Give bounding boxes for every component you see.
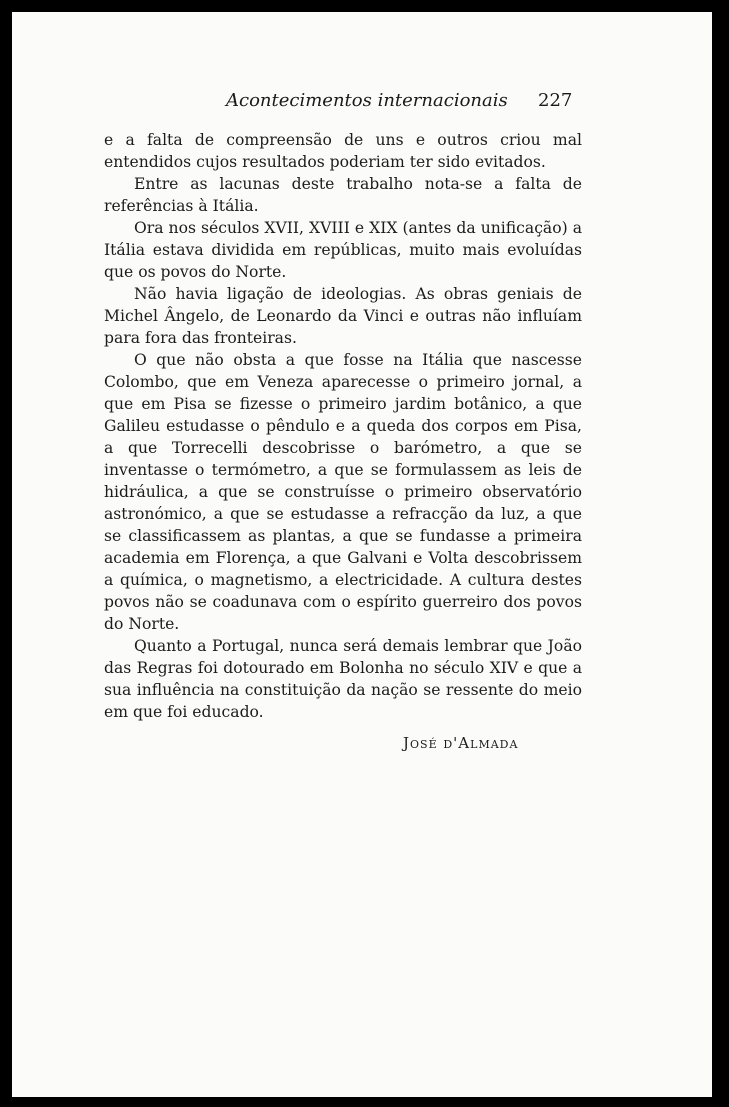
running-title: Acontecimentos internacionais xyxy=(226,90,508,111)
book-page xyxy=(12,12,712,1097)
paragraph: e a falta de compreensão de uns e outros criou mal entendidos cujos resultados poderiam ter sido evitados. xyxy=(104,131,582,171)
author-signature: José d'Almada xyxy=(403,734,519,752)
paragraph: Ora nos séculos XVII, XVIII e XIX (antes da unificação) a Itália estava dividida em repúblicas, muito mais evoluídas que os povos do Norte. xyxy=(104,219,582,281)
paragraph: Não havia ligação de ideologias. As obras geniais de Michel Ângelo, de Leonardo da Vinci e outras não influíam para fora das fronteiras. xyxy=(104,285,582,347)
paragraph: Quanto a Portugal, nunca será demais lembrar que João das Regras foi dotourado em Bolonha no século XIV e que a sua influência na constituição da nação se ressente do meio em que foi educado. xyxy=(104,637,582,721)
page-number: 227 xyxy=(538,90,573,111)
page-header xyxy=(12,90,712,114)
article-body xyxy=(104,129,582,723)
paragraph: O que não obsta a que fosse na Itália que nascesse Colombo, que em Veneza aparecesse o primeiro jornal, a que em Pisa se fizesse o primeiro jardim botânico, a que Galileu estudasse o pêndulo e a queda dos corpos em Pisa, a que Torrecelli descobrisse o barómetro, a que se inventasse o termómetro, a que se formulassem as leis de hidráulica, a que se construísse o primeiro observatório astronómico, a que se estudasse a refracção da luz, a que se classificassem as plantas, a que se fundasse a primeira academia em Florença, a que Galvani e Volta descobrissem a química, o magnetismo, a electricidade. A cultura destes povos não se coadunava com o espírito guerreiro dos povos do Norte. xyxy=(104,351,582,633)
paragraph: Entre as lacunas deste trabalho nota-se a falta de referências à Itália. xyxy=(104,175,582,215)
